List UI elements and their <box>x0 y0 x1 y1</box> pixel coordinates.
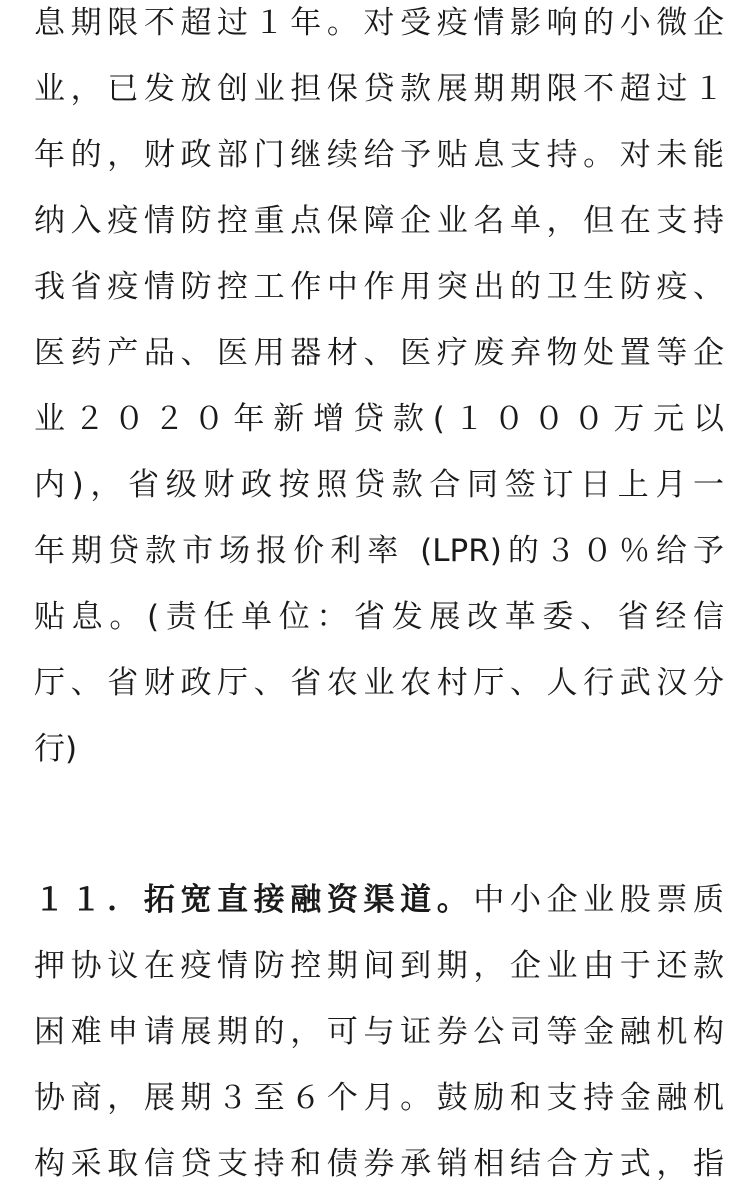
paragraph-line: 息期限不超过１年。对受疫情影响的小微企 <box>34 5 724 41</box>
paragraph-line: 业，已发放创业担保贷款展期期限不超过１ <box>34 71 724 107</box>
paragraph-line: 厅、省财政厅、省农业农村厅、人行武汉分 <box>34 665 724 701</box>
paragraph-first-line <box>34 875 724 925</box>
paragraph-line: 纳入疫情防控重点保障企业名单，但在支持 <box>34 203 724 239</box>
paragraph-line: 构采取信贷支持和债券承销相结合方式，指 <box>34 1146 724 1182</box>
paragraph-line: 押协议在疫情防控期间到期，企业由于还款 <box>34 948 724 984</box>
paragraph-text: 中小企业股票质 <box>473 882 724 918</box>
paragraph-line: 贴息。(责任单位：省发展改革委、省经信 <box>34 599 724 635</box>
paragraph-line: 我省疫情防控工作中作用突出的卫生防疫、 <box>34 269 724 305</box>
paragraph-line: 年期贷款市场报价利率 (LPR)的３０％给予 <box>34 533 724 569</box>
section-heading: １１．拓宽直接融资渠道。 <box>34 882 474 918</box>
paragraph-line: 行) <box>34 731 78 767</box>
paragraph-line: 协商，展期３至６个月。鼓励和支持金融机 <box>34 1080 724 1116</box>
paragraph-line: 医药产品、医用器材、医疗废弃物处置等企 <box>34 335 724 371</box>
paragraph-line: 年的，财政部门继续给予贴息支持。对未能 <box>34 137 724 173</box>
paragraph-line: 困难申请展期的，可与证券公司等金融机构 <box>34 1014 724 1050</box>
paragraph-line: 内)，省级财政按照贷款合同签订日上月一 <box>34 467 724 503</box>
paragraph-line: 业２０２０年新增贷款(１０００万元以 <box>34 401 724 437</box>
